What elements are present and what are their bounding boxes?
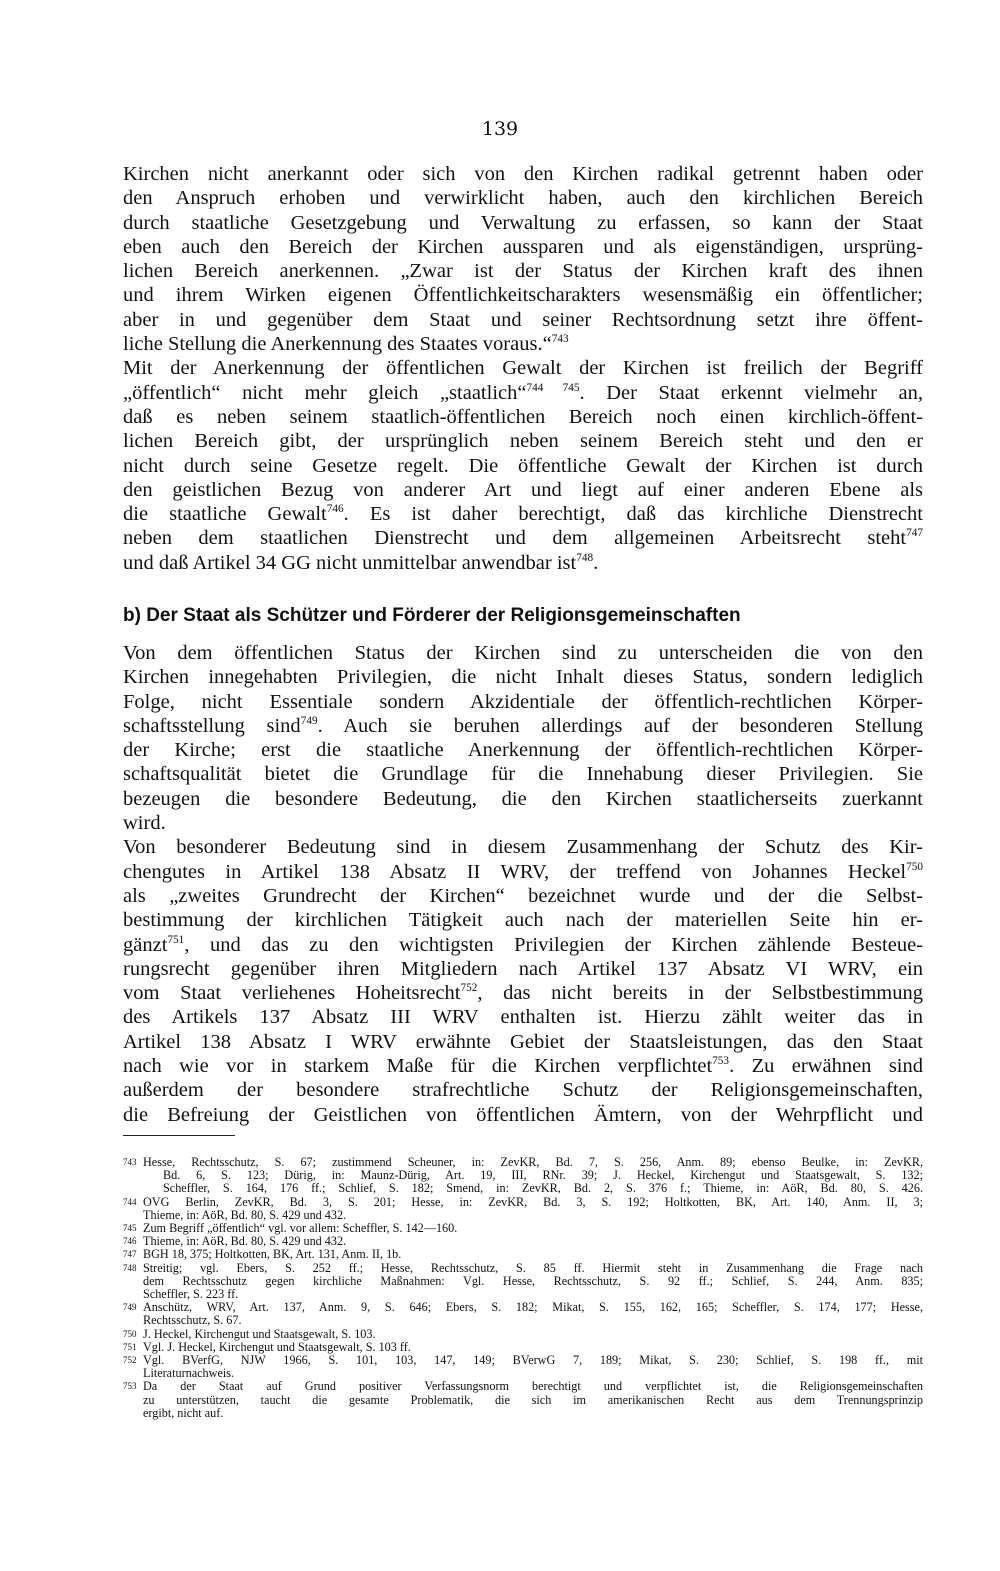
footnote-line: Zum Begriff „öffentlich“ vgl. vor allem: Scheffler, S. 142—160. [143, 1221, 458, 1236]
text-line: Kirchen innegehabten Privilegien, die nicht Inhalt dieses Status, sondern lediglich [123, 666, 923, 689]
footnote [123, 1354, 923, 1380]
footnote [123, 1380, 923, 1420]
text-line: liche Stellung die Anerkennung des Staates voraus.“$^{743}$ [123, 333, 569, 356]
text-line: lichen Bereich anerkennen. „Zwar ist der Status der Kirchen kraft des ihnen [123, 260, 923, 283]
text-line: nicht durch seine Gesetze regelt. Die öffentliche Gewalt der Kirchen ist durch [123, 454, 923, 477]
footnote-line: ergibt, nicht auf. [143, 1405, 224, 1420]
footnote-ref[interactable]: 748 [576, 551, 594, 564]
paragraph-1 [123, 162, 923, 356]
footnote-line: Bd. 6, S. 123; Dürig, in: Maunz-Dürig, Art. 19, III, RNr. 39; J. Heckel, Kirchengut und Staatsgewalt, S. 132; [163, 1168, 923, 1183]
footnote-line: BGH 18, 375; Holtkotten, BK, Art. 131, Anm. II, 1b. [143, 1247, 402, 1262]
footnote-line: Thieme, in: AöR, Bd. 80, S. 429 und 432. [143, 1207, 347, 1222]
footnote-line: Hesse, Rechtsschutz, S. 67; zustimmend Scheuner, in: ZevKR, Bd. 7, S. 256, Anm. 89; ebenso Beulke, in: ZevKR, [143, 1155, 923, 1169]
footnote [123, 1196, 923, 1222]
text-line: eben auch den Bereich der Kirchen aussparen und als eigenständigen, ursprüng- [123, 235, 923, 258]
main-text-bottom [123, 641, 923, 1127]
footnote-line: Literaturnachweis. [143, 1366, 235, 1381]
text-line: rungsrecht gegenüber ihren Mitgliedern nach Artikel 137 Absatz VI WRV, ein [123, 957, 923, 980]
text-line: und ihrem Wirken eigenen Öffentlichkeitscharakters wesensmäßig ein öffentlicher; [123, 284, 923, 307]
footnote-number: 751 [123, 1341, 137, 1352]
footnote-number: 753 [123, 1381, 137, 1392]
paragraph-4 [123, 835, 923, 1127]
section-heading: b) Der Staat als Schützer und Förderer der Religionsgemeinschaften [123, 605, 741, 626]
footnote-ref[interactable]: 753 [712, 1055, 730, 1068]
footnote-number: 743 [123, 1157, 137, 1167]
footnote-ref[interactable]: 746 [326, 503, 344, 516]
footnote-ref[interactable]: 750 [906, 860, 923, 873]
footnote [123, 1301, 923, 1327]
footnote [123, 1262, 923, 1302]
footnote-ref[interactable]: 743 [551, 333, 569, 346]
text-line: schaftsstellung sind$^{749}$. Auch sie beruhen allerdings auf der besonderen Stellung [123, 714, 923, 737]
footnote-ref[interactable]: 744 745 [526, 381, 580, 394]
footnote-line: Scheffler, S. 164, 176 ff.; Schlief, S. 182; Smend, in: ZevKR, Bd. 2, S. 376 f.; Thieme, in: AöR, Bd. 80, S. 426. [163, 1181, 923, 1196]
footnote-line: Da der Staat auf Grund positiver Verfassungsnorm berechtigt und verpflichtet ist, die Religionsgemeinschaften [143, 1379, 923, 1394]
footnote-line: Vgl. J. Heckel, Kirchengut und Staatsgewalt, S. 103 ff. [143, 1339, 411, 1354]
footnote-line: Thieme, in: AöR, Bd. 80, S. 429 und 432. [143, 1234, 347, 1249]
text-line: bestimmung der kirchlichen Tätigkeit auch nach der materiellen Seite hin er- [123, 909, 923, 932]
text-line: außerdem der besondere strafrechtliche Schutz der Religionsgemeinschaften, [123, 1079, 923, 1102]
text-line: Artikel 138 Absatz I WRV erwähnte Gebiet der Staatsleistungen, das den Staat [123, 1030, 923, 1053]
footnote-ref[interactable]: 751 [167, 933, 185, 946]
text-line: und daß Artikel 34 GG nicht unmittelbar anwendbar ist$^{748}$. [123, 551, 599, 574]
text-line: gänzt$^{751}$, und das zu den wichtigsten Privilegien der Kirchen zählende Besteue- [123, 933, 923, 956]
footnote-ref[interactable]: 749 [300, 715, 318, 727]
footnote-line: Anschütz, WRV, Art. 137, Anm. 9, S. 646; Ebers, S. 182; Mikat, S. 155, 162, 165; Scheffler, S. 174, 177; Hesse, [143, 1300, 923, 1315]
text-line: als „zweites Grundrecht der Kirchen“ bezeichnet wurde und der die Selbst- [123, 884, 923, 907]
text-line: Kirchen nicht anerkannt oder sich von den Kirchen radikal getrennt haben oder [123, 163, 923, 185]
footnote-number: 744 [123, 1196, 137, 1207]
footnote-line: Rechtsschutz, S. 67. [143, 1313, 242, 1328]
text-line: neben dem staatlichen Dienstrecht und dem allgemeinen Arbeitsrecht steht$^{747}$ [123, 527, 923, 550]
footnote [123, 1156, 923, 1196]
text-line: die Befreiung der Geistlichen von öffentlichen Ämtern, von der Wehrpflicht und [123, 1103, 923, 1126]
text-line: den Anspruch erhoben und verwirklicht haben, auch den kirchlichen Bereich [123, 187, 923, 210]
text-line: schaftsqualität bietet die Grundlage für die Innehabung dieser Privilegien. Sie [123, 763, 923, 786]
footnote-ref[interactable]: 747 [906, 527, 923, 540]
footnote-number: 750 [123, 1328, 137, 1339]
text-line: lichen Bereich gibt, der ursprünglich neben seinem Bereich steht und den er [123, 430, 923, 453]
footnote-number: 747 [123, 1249, 137, 1260]
footnote-line: OVG Berlin, ZevKR, Bd. 3, S. 201; Hesse, in: ZevKR, Bd. 3, S. 192; Holtkotten, BK, Art. 140, Anm. II, 3; [143, 1194, 923, 1209]
footnotes [123, 1156, 923, 1420]
footnote-separator [123, 1135, 235, 1136]
paragraph-2 [123, 356, 923, 575]
text-line: die staatliche Gewalt$^{746}$. Es ist daher berechtigt, daß das kirchliche Dienstrecht [123, 503, 923, 526]
footnote [123, 1328, 923, 1341]
footnote-line: dem Rechtsschutz gegen kirchliche Maßnahmen: Vgl. Hesse, Rechtsschutz, S. 92 ff.; Schlief, S. 244, Anm. 835; [143, 1273, 923, 1288]
footnote-number: 749 [123, 1302, 137, 1313]
text-line: den geistlichen Bezug von anderer Art und liegt auf einer anderen Ebene als [123, 478, 923, 501]
footnote-line: Scheffler, S. 223 ff. [143, 1287, 239, 1302]
text-line: Folge, nicht Essentiale sondern Akzidentiale der öffentlich-rechtlichen Körper- [123, 690, 923, 713]
footnote-line: J. Heckel, Kirchengut und Staatsgewalt, S. 103. [143, 1326, 376, 1341]
text-line: Mit der Anerkennung der öffentlichen Gewalt der Kirchen ist freilich der Begriff [123, 357, 923, 380]
text-line: wird. [123, 812, 166, 835]
footnote-number: 752 [123, 1355, 137, 1366]
text-line: „öffentlich“ nicht mehr gleich „staatlich“$^{744 745}$. Der Staat erkennt vielmehr an, [123, 381, 923, 404]
text-line: daß es neben seinem staatlich-öffentlichen Bereich noch einen kirchlich-öffent- [123, 405, 923, 428]
footnote-ref[interactable]: 752 [460, 982, 478, 995]
text-line: nach wie vor in starkem Maße für die Kirchen verpflichtet$^{753}$. Zu erwähnen sind [123, 1055, 923, 1078]
text-line: chengutes in Artikel 138 Absatz II WRV, der treffend von Johannes Heckel$^{750}$ [123, 860, 923, 883]
text-line: des Artikels 137 Absatz III WRV enthalten ist. Hierzu zählt weiter das in [123, 1006, 923, 1029]
text-line: der Kirche; erst die staatliche Anerkennung der öffentlich-rechtlichen Körper- [123, 739, 923, 762]
text-line: durch staatliche Gesetzgebung und Verwaltung zu erfassen, so kann der Staat [123, 211, 923, 234]
footnote-number: 746 [123, 1236, 137, 1247]
footnote-line: Streitig; vgl. Ebers, S. 252 ff.; Hesse, Rechtsschutz, S. 85 ff. Hiermit steht in Zusammenhang die Frage nach [143, 1260, 923, 1275]
footnote-number: 748 [123, 1262, 137, 1273]
footnote-line: zu unterstützen, taucht die gesamte Problematik, die sich im amerikanischen Recht aus dem Trennungsprinzip [143, 1392, 923, 1407]
text-line: vom Staat verliehenes Hoheitsrecht$^{752}$, das nicht bereits in der Selbstbestimmung [123, 982, 923, 1005]
main-text-top [123, 162, 923, 575]
text-line: aber in und gegenüber dem Staat und seiner Rechtsordnung setzt ihre öffent- [123, 308, 923, 331]
text-line: bezeugen die besondere Bedeutung, die den Kirchen staatlicherseits zuerkannt [123, 787, 923, 810]
footnote-number: 745 [123, 1223, 137, 1234]
footnote-line: Vgl. BVerfG, NJW 1966, S. 101, 103, 147, 149; BVerwG 7, 189; Mikat, S. 230; Schlief, S. 198 ff., mit [143, 1353, 923, 1368]
page-number: 139 [481, 118, 519, 140]
text-line: Von besonderer Bedeutung sind in diesem Zusammenhang der Schutz des Kir- [123, 836, 923, 859]
paragraph-3 [123, 641, 923, 835]
text-line: Von dem öffentlichen Status der Kirchen sind zu unterscheiden die von den [123, 642, 923, 664]
footnote [123, 1248, 923, 1261]
